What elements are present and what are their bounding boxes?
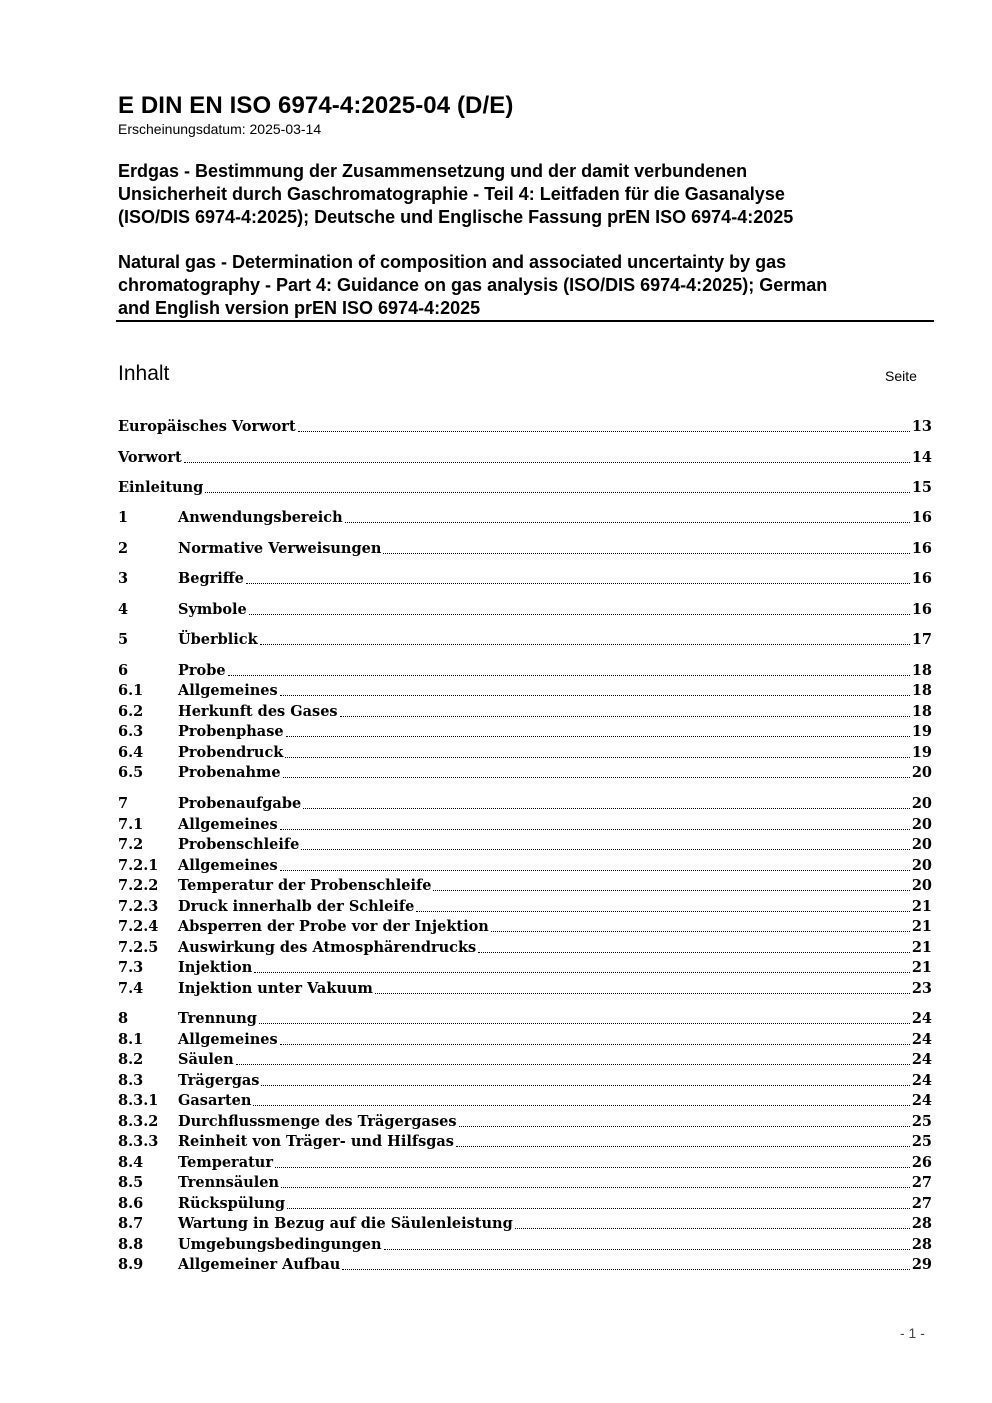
toc-entry[interactable] (118, 702, 932, 722)
toc-entry-page: 28 (911, 1236, 932, 1253)
toc-entry-title: Absperren der Probe vor der Injektion (178, 918, 489, 935)
toc-entry-number: 6.1 (118, 682, 144, 699)
toc-entry-number: 8.8 (118, 1236, 144, 1253)
toc-entry-page: 21 (911, 959, 932, 976)
toc-entry-number: 7.3 (118, 959, 144, 976)
toc-dot-leader (456, 1145, 910, 1147)
toc-entry-page: 26 (911, 1154, 932, 1171)
toc-entry-page: 20 (911, 877, 932, 894)
toc-entry-title: Auswirkung des Atmosphärendrucks (178, 939, 477, 956)
toc-entry[interactable] (118, 1091, 932, 1111)
toc-entry[interactable] (118, 979, 932, 999)
title-german (118, 160, 918, 229)
toc-entry[interactable] (118, 815, 932, 835)
toc-entry-number: 8.7 (118, 1215, 144, 1232)
toc-entry-page: 25 (911, 1113, 932, 1130)
toc-entry-title: Probenahme (178, 764, 281, 781)
toc-entry-number: 8 (118, 1010, 129, 1027)
toc-entry-title: Trennsäulen (178, 1174, 280, 1191)
toc-entry-number: 1 (118, 509, 129, 526)
toc-entry-page: 13 (911, 418, 932, 435)
title-german-line: Erdgas - Bestimmung der Zusammensetzung und der damit verbundenen (118, 161, 748, 181)
toc-entry-page: 20 (911, 816, 932, 833)
toc-entry-page: 19 (911, 723, 932, 740)
toc-entry[interactable] (118, 1009, 932, 1029)
toc-entry-title: Trennung (178, 1010, 257, 1027)
toc-entry-title: Temperatur (178, 1154, 273, 1171)
toc-dot-leader (283, 776, 910, 778)
toc-heading: Inhalt (118, 362, 170, 385)
toc-entry[interactable] (118, 897, 932, 917)
toc-entry-number: 8.2 (118, 1051, 144, 1068)
toc-entry-page: 20 (911, 764, 932, 781)
toc-entry-number: 6.4 (118, 744, 144, 761)
toc-entry[interactable] (118, 1030, 932, 1050)
title-english (118, 251, 918, 320)
toc-entry-number: 8.3.2 (118, 1113, 159, 1130)
toc-entry-page: 19 (911, 744, 932, 761)
toc-entry-title: Injektion (178, 959, 253, 976)
toc-entry-title: Wartung in Bezug auf die Säulenleistung (178, 1215, 513, 1232)
toc-entry[interactable] (118, 1173, 932, 1193)
title-german-line: (ISO/DIS 6974-4:2025); Deutsche und Englische Fassung prEN ISO 6974-4:2025 (118, 207, 794, 227)
toc-entry-number: 8.4 (118, 1154, 144, 1171)
toc-entry[interactable] (118, 835, 932, 855)
toc-entry[interactable] (118, 1112, 932, 1132)
toc-entry-number: 5 (118, 631, 129, 648)
toc-entry[interactable] (118, 743, 932, 763)
toc-dot-leader (254, 971, 910, 973)
toc-entry-number: 6.2 (118, 703, 144, 720)
toc-entry-page: 17 (911, 631, 932, 648)
toc-entry-title: Begriffe (178, 570, 244, 587)
toc-entry-number: 7 (118, 795, 129, 812)
toc-dot-leader (253, 1104, 909, 1106)
toc-entry-number: 7.2.5 (118, 939, 159, 956)
toc-entry-page: 16 (911, 570, 932, 587)
toc-dot-leader (280, 694, 910, 696)
toc-entry-number: 8.3 (118, 1072, 144, 1089)
toc-entry-number: 4 (118, 601, 129, 618)
toc-dot-leader (259, 1022, 910, 1024)
toc-dot-leader (345, 521, 910, 523)
title-english-line: chromatography - Part 4: Guidance on gas analysis (ISO/DIS 6974-4:2025); German (118, 275, 828, 295)
toc-entry[interactable] (118, 448, 932, 468)
toc-entry-number: 8.3.1 (118, 1092, 159, 1109)
toc-dot-leader (375, 992, 910, 994)
toc-entry[interactable] (118, 1153, 932, 1173)
toc-entry[interactable] (118, 1050, 932, 1070)
toc-entry-title: Allgemeines (178, 682, 278, 699)
toc-entry-number: 7.2.2 (118, 877, 159, 894)
toc-entry[interactable] (118, 417, 932, 437)
toc-dot-leader (298, 430, 910, 432)
toc-entry-page: 16 (911, 509, 932, 526)
toc-entry-title: Säulen (178, 1051, 234, 1068)
toc-entry-title: Probenschleife (178, 836, 300, 853)
toc-dot-leader (286, 735, 910, 737)
toc-entry-page: 27 (911, 1174, 932, 1191)
toc-entry-title: Probe (178, 662, 226, 679)
toc-dot-leader (261, 1084, 909, 1086)
toc-entry-number: 3 (118, 570, 129, 587)
toc-entry-page: 24 (911, 1031, 932, 1048)
toc-dot-leader (280, 1043, 910, 1045)
toc-entry-number: 6.5 (118, 764, 144, 781)
toc-dot-leader (184, 461, 910, 463)
title-divider (116, 320, 934, 322)
toc-entry-page: 18 (911, 662, 932, 679)
toc-entry-title: Probendruck (178, 744, 284, 761)
toc-entry-title: Allgemeines (178, 1031, 278, 1048)
toc-entry-number: 7.1 (118, 816, 144, 833)
toc-entry[interactable] (118, 1132, 932, 1152)
toc-entry-page: 21 (911, 939, 932, 956)
toc-dot-leader (205, 491, 910, 493)
toc-entry-number: 7.4 (118, 980, 144, 997)
toc-entry-number: 8.1 (118, 1031, 144, 1048)
toc-entry[interactable] (118, 508, 932, 528)
toc-entry-title: Normative Verweisungen (178, 540, 382, 557)
toc-entry[interactable] (118, 1194, 932, 1214)
toc-dot-leader (280, 828, 910, 830)
toc-entry-page: 20 (911, 836, 932, 853)
title-german-line: Unsicherheit durch Gaschromatographie - Teil 4: Leitfaden für die Gasanalyse (118, 184, 785, 204)
toc-entry-title: Temperatur der Probenschleife (178, 877, 432, 894)
toc-entry-title: Einleitung (118, 479, 204, 496)
toc-entry-page: 24 (911, 1072, 932, 1089)
toc-entry-number: 7.2.4 (118, 918, 159, 935)
toc-entry-title: Injektion unter Vakuum (178, 980, 373, 997)
toc-dot-leader (228, 674, 910, 676)
toc-entry-number: 8.9 (118, 1256, 144, 1273)
toc-dot-leader (280, 869, 910, 871)
toc-dot-leader (340, 715, 910, 717)
toc-entry-title: Anwendungsbereich (178, 509, 343, 526)
toc-entry-number: 8.5 (118, 1174, 144, 1191)
toc-entry-page: 27 (911, 1195, 932, 1212)
toc-dot-leader (459, 1125, 910, 1127)
toc-dot-leader (433, 889, 909, 891)
toc-entry-page: 16 (911, 540, 932, 557)
toc-entry-page: 14 (911, 449, 932, 466)
toc-entry-number: 7.2.1 (118, 857, 159, 874)
toc-entry[interactable] (118, 681, 932, 701)
toc-entry-title: Herkunft des Gases (178, 703, 338, 720)
toc-dot-leader (301, 848, 909, 850)
toc-entry-number: 8.6 (118, 1195, 144, 1212)
toc-entry-title: Allgemeines (178, 816, 278, 833)
toc-entry-title: Umgebungsbedingungen (178, 1236, 382, 1253)
toc-entry[interactable] (118, 478, 932, 498)
toc-dot-leader (281, 1186, 910, 1188)
toc-entry[interactable] (118, 1071, 932, 1091)
toc-entry[interactable] (118, 856, 932, 876)
toc-entry[interactable] (118, 958, 932, 978)
title-english-line: and English version prEN ISO 6974-4:2025 (118, 298, 481, 318)
toc-entry-title: Trägergas (178, 1072, 260, 1089)
toc-entry-page: 21 (911, 918, 932, 935)
toc-entry-title: Reinheit von Träger- und Hilfsgas (178, 1133, 454, 1150)
toc-entry-page: 21 (911, 898, 932, 915)
toc-entry-number: 6 (118, 662, 129, 679)
toc-dot-leader (478, 951, 910, 953)
toc-entry[interactable] (118, 722, 932, 742)
toc-entry[interactable] (118, 794, 932, 814)
toc-entry[interactable] (118, 661, 932, 681)
toc-entry-title: Druck innerhalb der Schleife (178, 898, 415, 915)
toc-entry-page: 15 (911, 479, 932, 496)
toc-entry-page: 20 (911, 795, 932, 812)
toc-dot-leader (249, 613, 910, 615)
toc-entry[interactable] (118, 539, 932, 559)
toc-entry[interactable] (118, 1235, 932, 1255)
toc-dot-leader (383, 552, 909, 554)
toc-entry-page: 20 (911, 857, 932, 874)
toc-entry-number: 6.3 (118, 723, 144, 740)
toc-entry-number: 2 (118, 540, 129, 557)
toc-dot-leader (515, 1227, 910, 1229)
toc-dot-leader (285, 756, 909, 758)
toc-entry-page: 16 (911, 601, 932, 618)
document-id: E DIN EN ISO 6974-4:2025-04 (D/E) (118, 92, 514, 119)
toc-entry-number: 8.3.3 (118, 1133, 159, 1150)
toc-entry[interactable] (118, 917, 932, 937)
toc-dot-leader (303, 807, 910, 809)
toc-dot-leader (275, 1166, 910, 1168)
toc-dot-leader (416, 910, 909, 912)
toc-entry-title: Symbole (178, 601, 247, 618)
toc-entry-title: Europäisches Vorwort (118, 418, 296, 435)
toc-dot-leader (384, 1248, 910, 1250)
toc-entry[interactable] (118, 600, 932, 620)
toc-dot-leader (260, 643, 910, 645)
toc-entry-title: Rückspülung (178, 1195, 286, 1212)
toc-dot-leader (236, 1063, 910, 1065)
toc-entry-page: 28 (911, 1215, 932, 1232)
toc-entry[interactable] (118, 938, 932, 958)
toc-entry-title: Allgemeines (178, 857, 278, 874)
toc-entry-number: 7.2.3 (118, 898, 159, 915)
toc-entry-page: 23 (911, 980, 932, 997)
toc-entry-page: 24 (911, 1010, 932, 1027)
toc-entry-page: 18 (911, 682, 932, 699)
toc-dot-leader (342, 1268, 910, 1270)
footer-page-number: - 1 - (900, 1325, 925, 1341)
toc-entry-number: 7.2 (118, 836, 144, 853)
toc-entry-title: Gasarten (178, 1092, 252, 1109)
toc-entry-page: 18 (911, 703, 932, 720)
toc-entry-title: Probenphase (178, 723, 284, 740)
toc-entry[interactable] (118, 763, 932, 783)
toc-dot-leader (246, 582, 910, 584)
title-english-line: Natural gas - Determination of composition and associated uncertainty by gas (118, 252, 787, 272)
toc-entry[interactable] (118, 630, 932, 650)
toc-entry[interactable] (118, 876, 932, 896)
toc-entry-title: Probenaufgabe (178, 795, 302, 812)
toc-entry-page: 25 (911, 1133, 932, 1150)
toc-entry-title: Überblick (178, 631, 258, 648)
toc-entry[interactable] (118, 1214, 932, 1234)
toc-entry-page: 24 (911, 1051, 932, 1068)
toc-entry-page: 29 (911, 1256, 932, 1273)
toc-entry-page: 24 (911, 1092, 932, 1109)
toc-entry[interactable] (118, 1255, 932, 1275)
toc-entry-title: Vorwort (118, 449, 182, 466)
toc-entry[interactable] (118, 569, 932, 589)
page-column-label: Seite (885, 368, 917, 384)
toc-dot-leader (287, 1207, 910, 1209)
toc-entry-title: Allgemeiner Aufbau (178, 1256, 341, 1273)
toc-entry-title: Durchflussmenge des Trägergases (178, 1113, 457, 1130)
toc-dot-leader (491, 930, 910, 932)
publication-date: Erscheinungsdatum: 2025-03-14 (118, 121, 322, 137)
